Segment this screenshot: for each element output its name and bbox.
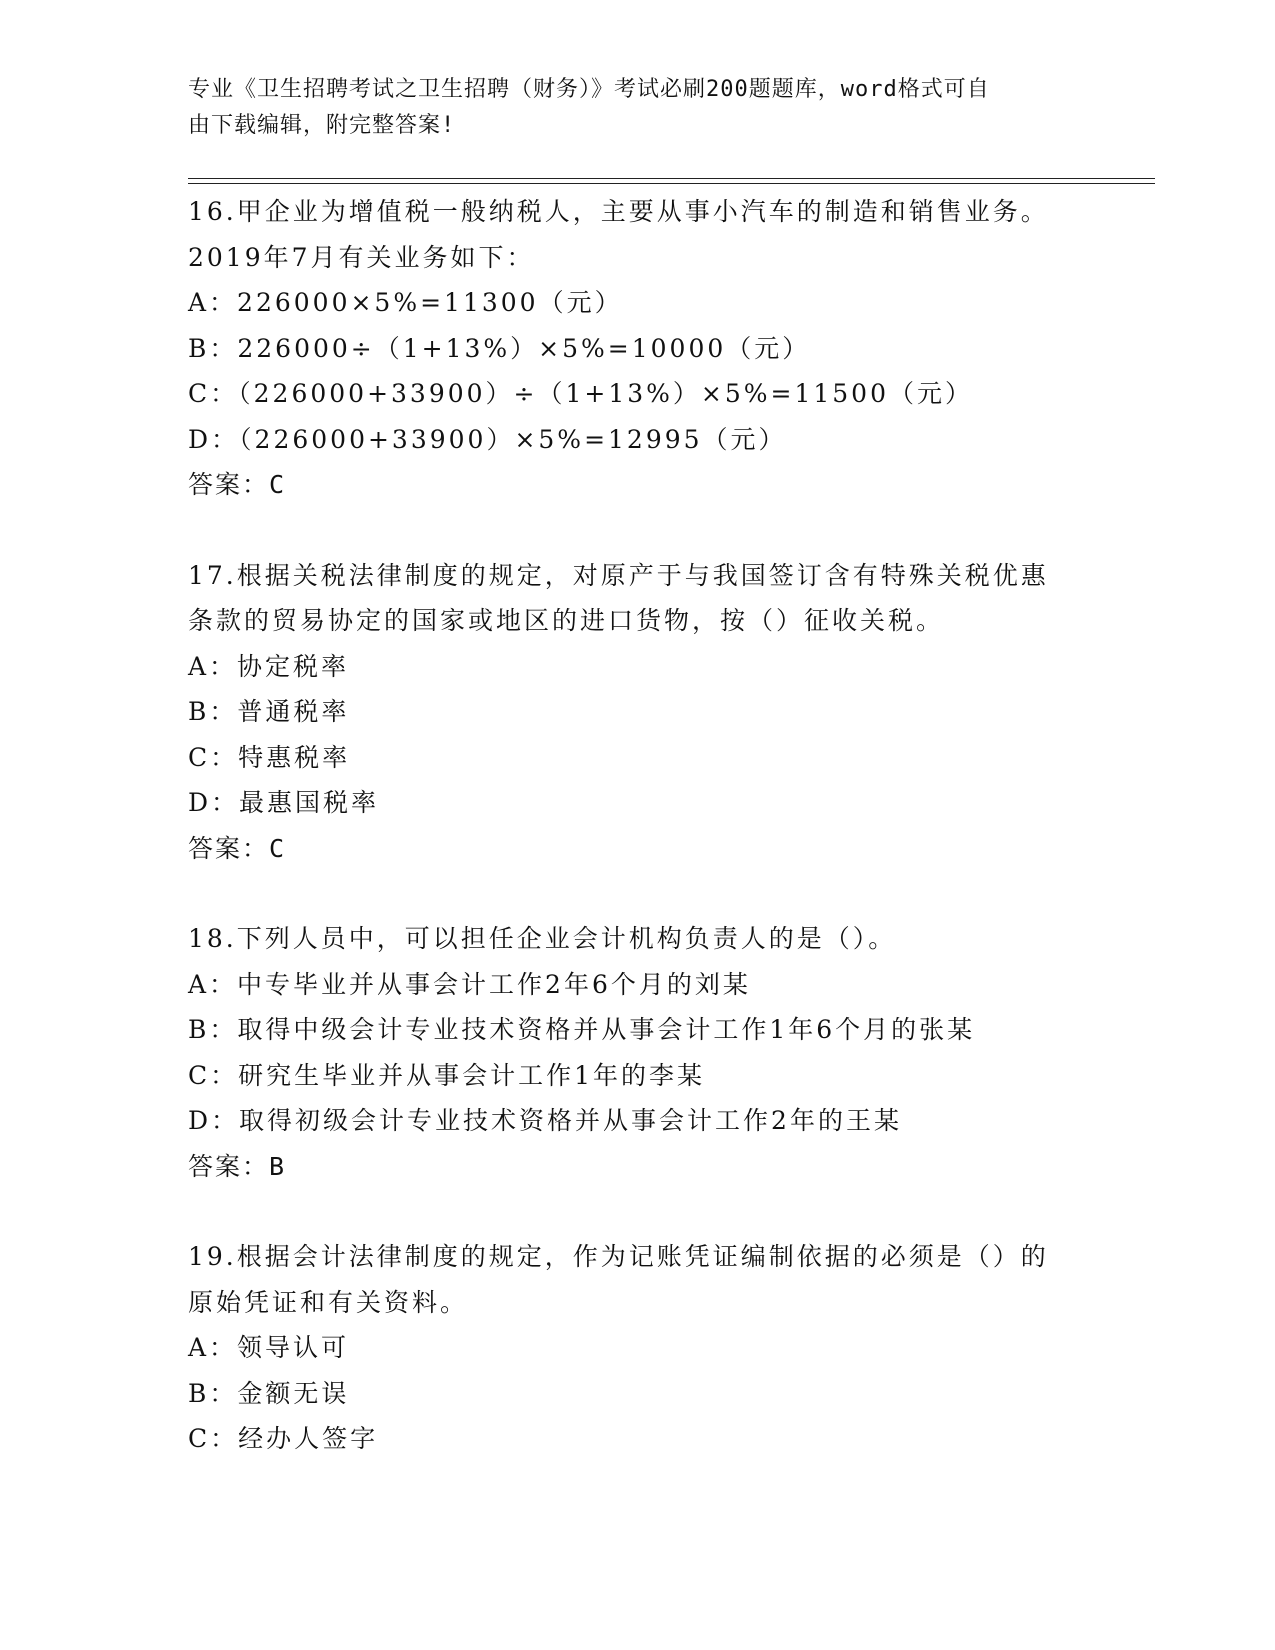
- question-stem-line: 2019年7月有关业务如下：: [188, 242, 535, 272]
- answer-label: 答案：: [188, 833, 270, 863]
- question-17: [188, 553, 1148, 872]
- header-line-1: 专业《卫生招聘考试之卫生招聘（财务）》考试必刷200题题库，word格式可自: [188, 77, 990, 102]
- option-c: C：研究生毕业并从事会计工作1年的李某: [188, 1060, 706, 1090]
- option-c: C：特惠税率: [188, 742, 351, 772]
- question-16: [188, 189, 1148, 508]
- answer: [188, 1144, 1148, 1190]
- header-divider-top: [188, 178, 1155, 179]
- header-divider-bottom: [188, 183, 1155, 184]
- answer-value: C: [269, 470, 287, 499]
- question-stem-line: 18.下列人员中，可以担任企业会计机构负责人的是（）。: [188, 924, 897, 953]
- answer: [188, 462, 1148, 508]
- header-line-2: 由下载编辑，附完整答案!: [188, 113, 456, 138]
- answer-label: 答案：: [188, 1151, 270, 1181]
- answer-label: 答案：: [188, 470, 270, 499]
- answer-value: B: [269, 1151, 287, 1181]
- option-a: A：协定税率: [188, 651, 350, 681]
- option-b: B：226000÷（1+13%）×5%=10000（元）: [188, 333, 811, 363]
- question-stem-line: 条款的贸易协定的国家或地区的进口货物，按（）征收关税。: [188, 606, 945, 635]
- answer: [188, 826, 1148, 872]
- option-d: D：（226000+33900）×5%=12995（元）: [188, 424, 787, 454]
- option-d: D：最惠国税率: [188, 788, 380, 817]
- question-stem-line: 原始凭证和有关资料。: [188, 1287, 469, 1317]
- document-header: [188, 72, 1068, 144]
- question-18: [188, 916, 1148, 1189]
- question-stem-line: 16.甲企业为增值税一般纳税人，主要从事小汽车的制造和销售业务。: [188, 197, 1049, 226]
- option-a: A：226000×5%=11300（元）: [188, 288, 623, 317]
- question-stem-line: 17.根据关税法律制度的规定，对原产于与我国签订含有特殊关税优惠: [188, 560, 1049, 590]
- question-19: [188, 1234, 1148, 1462]
- option-c: C：经办人签字: [188, 1424, 379, 1453]
- option-d: D：取得初级会计专业技术资格并从事会计工作2年的王某: [188, 1106, 902, 1135]
- answer-value: C: [269, 833, 287, 863]
- option-c: C：（226000+33900）÷（1+13%）×5%=11500（元）: [188, 379, 973, 408]
- option-b: B：取得中级会计专业技术资格并从事会计工作1年6个月的张某: [188, 1015, 976, 1044]
- question-list: [188, 189, 1148, 1507]
- question-stem-line: 19.根据会计法律制度的规定，作为记账凭证编制依据的必须是（）的: [188, 1242, 1049, 1271]
- option-b: B：普通税率: [188, 697, 350, 726]
- option-a: A：中专毕业并从事会计工作2年6个月的刘某: [188, 969, 751, 999]
- option-a: A：领导认可: [188, 1333, 350, 1362]
- option-b: B：金额无误: [188, 1378, 350, 1408]
